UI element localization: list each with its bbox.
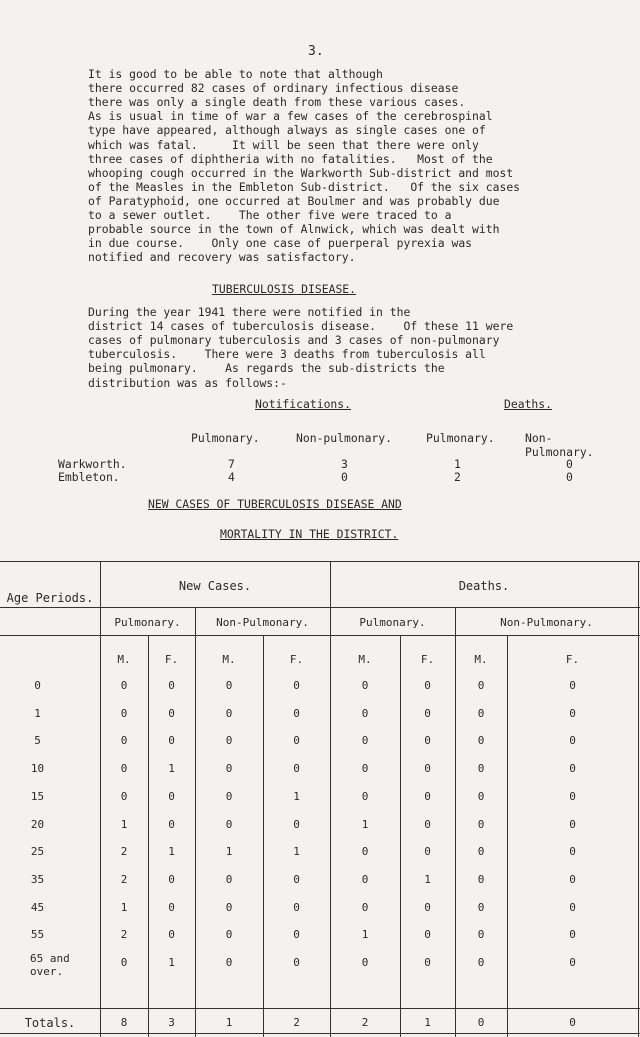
table-cell: 0	[424, 734, 431, 748]
table-cell: 0	[293, 956, 300, 969]
non-pulmonary-header: Non-Pulmonary.	[500, 616, 593, 629]
mortality-table	[0, 561, 640, 1037]
table-cell: 0	[477, 679, 485, 692]
table-rule	[638, 561, 639, 1037]
table-cell: 0	[168, 679, 175, 692]
age-period: 25	[30, 845, 45, 859]
table-rule	[0, 1033, 640, 1034]
table-cell: 0	[120, 679, 128, 692]
table-cell: 0	[168, 928, 175, 942]
pulmonary-header: Pulmonary.	[359, 616, 426, 629]
table-cell: 0	[225, 900, 233, 914]
sex-header: M.	[474, 653, 488, 666]
table-cell: 1	[293, 789, 300, 803]
table-cell: 0	[569, 734, 576, 748]
table-cell: 0	[225, 956, 233, 969]
total-cell: 1	[424, 1016, 431, 1029]
table-cell: 0	[477, 872, 485, 886]
table-cell: 0	[120, 762, 128, 776]
table-cell: 2	[120, 928, 128, 942]
age-period: 10	[30, 762, 45, 776]
table-cell: 0	[361, 734, 369, 748]
table-cell: 1	[293, 845, 300, 859]
sex-header: F.	[420, 653, 435, 666]
table-cell: 0	[120, 734, 128, 748]
paragraph-line: distribution was as follows:-	[88, 375, 287, 390]
age-period: 35	[30, 872, 45, 886]
new-cases-header: New Cases.	[178, 579, 252, 593]
table-cell: 0	[168, 734, 175, 748]
table-cell: 0	[424, 928, 431, 942]
table-cell: 0	[569, 956, 576, 969]
col-death-non: Non-	[525, 431, 553, 445]
table-cell: 0	[569, 845, 576, 859]
total-cell: 0	[569, 1016, 576, 1029]
paragraph-line: tuberculosis. There were 3 deaths from tuberculosis all	[88, 347, 486, 362]
paragraph-line: notified and recovery was satisfactory.	[88, 250, 356, 265]
paragraph-line: in due course. Only one case of puerperal pyrexia was	[88, 236, 473, 251]
table-rule	[263, 635, 264, 1037]
table-cell: 0	[225, 817, 233, 831]
table-rule	[0, 1008, 640, 1009]
paragraph-line: of Paratyphoid, one occurred at Boulmer and was probably due	[88, 193, 500, 208]
table-cell: 0	[477, 817, 485, 831]
table-cell: 0	[225, 762, 233, 776]
table-cell: 1	[168, 956, 175, 969]
deaths-header: Deaths.	[504, 397, 553, 411]
table-cell: 0	[569, 706, 576, 720]
table-cell: 0	[361, 706, 369, 720]
table-cell: 1	[424, 872, 431, 886]
row-cell: 3	[341, 457, 348, 471]
col-death-pulmonary: Pulmonary.	[426, 431, 495, 445]
sex-header: F.	[289, 653, 304, 666]
row-district: Warkworth.	[58, 457, 127, 471]
table-cell: 1	[168, 762, 175, 776]
table-cell: 1	[168, 845, 175, 859]
table-cell: 0	[569, 900, 576, 914]
table-cell: 0	[293, 872, 300, 886]
sex-header: F.	[164, 653, 179, 666]
paragraph-line: During the year 1941 there were notified in the	[88, 305, 411, 319]
paragraph-line: cases of pulmonary tuberculosis and 3 cases of non-pulmonary	[88, 333, 500, 348]
row-cell: 1	[454, 457, 461, 471]
age-period: 15	[30, 789, 45, 803]
table-cell: 2	[120, 845, 128, 859]
table-cell: 0	[293, 762, 300, 776]
table-cell: 0	[424, 706, 431, 720]
total-cell: 1	[225, 1016, 233, 1029]
table-cell: 1	[361, 817, 369, 831]
non-pulmonary-header: Non-Pulmonary.	[216, 616, 309, 629]
table-cell: 0	[293, 734, 300, 748]
table-cell: 0	[424, 679, 431, 692]
table-cell: 0	[225, 734, 233, 748]
table-cell: 0	[424, 762, 431, 776]
table-cell: 0	[569, 872, 576, 886]
paragraph-line: there occurred 82 cases of ordinary infectious disease	[88, 81, 459, 96]
table-cell: 0	[168, 900, 175, 914]
table-cell: 1	[225, 845, 233, 859]
table-rule	[148, 635, 149, 1037]
paragraph-line: being pulmonary. As regards the sub-districts the	[88, 361, 445, 376]
table-rule	[0, 607, 640, 608]
total-cell: 2	[361, 1016, 369, 1029]
paragraph-line: district 14 cases of tuberculosis disease. Of these 11 were	[88, 319, 514, 334]
row-cell: 4	[228, 470, 235, 484]
age-header: Age Periods.	[6, 591, 94, 605]
age-period: 45	[30, 900, 45, 914]
table-cell: 0	[225, 928, 233, 942]
table-cell: 0	[293, 928, 300, 942]
table-cell: 0	[361, 900, 369, 914]
table-cell: 0	[477, 706, 485, 720]
table-cell: 2	[120, 872, 128, 886]
deaths-header: Deaths.	[458, 579, 510, 593]
row-cell: 0	[341, 470, 348, 484]
paragraph-line: probable source in the town of Alnwick, which was dealt with	[88, 222, 500, 237]
table-cell: 0	[293, 679, 300, 692]
table-rule	[507, 635, 508, 1037]
table-cell: 0	[293, 817, 300, 831]
paragraph-line: type have appeared, although always as single cases one of	[88, 123, 486, 138]
table-cell: 0	[168, 706, 175, 720]
table-cell: 1	[120, 900, 128, 914]
table-rule	[0, 561, 640, 562]
row-district: Embleton.	[58, 470, 120, 484]
sex-header: M.	[358, 653, 372, 666]
paragraph-line: As is usual in time of war a few cases of the cerebrospinal	[88, 109, 493, 124]
table-cell: 0	[361, 679, 369, 692]
row-cell: 0	[566, 470, 573, 484]
table-cell: 0	[168, 872, 175, 886]
age-period: 65 and over.	[30, 952, 70, 978]
table-cell: 0	[361, 845, 369, 859]
paragraph-line: to a sewer outlet. The other five were traced to a	[88, 208, 452, 222]
sex-header: M.	[117, 653, 131, 666]
pulmonary-header: Pulmonary.	[114, 616, 181, 629]
paragraph-line: whooping cough occurred in the Warkworth Sub-district and most	[88, 165, 514, 180]
age-period: 0	[34, 679, 41, 692]
table-cell: 0	[120, 956, 128, 969]
table-cell: 0	[424, 789, 431, 803]
table-cell: 1	[361, 928, 369, 942]
table-cell: 0	[361, 956, 369, 969]
row-cell: 0	[566, 457, 573, 471]
table-cell: 0	[569, 928, 576, 942]
table-cell: 0	[424, 900, 431, 914]
col-non-pulmonary: Non-pulmonary.	[296, 431, 393, 445]
mortality-heading-2: MORTALITY IN THE DISTRICT.	[220, 527, 399, 541]
total-cell: 0	[477, 1016, 485, 1029]
table-cell: 0	[569, 817, 576, 831]
notifications-header: Notifications.	[255, 397, 352, 411]
sex-header: M.	[222, 653, 236, 666]
table-cell: 0	[361, 762, 369, 776]
total-cell: 8	[120, 1016, 128, 1029]
table-cell: 0	[477, 762, 485, 776]
table-cell: 0	[361, 872, 369, 886]
totals-label: Totals.	[24, 1016, 76, 1030]
table-cell: 0	[477, 845, 485, 859]
table-rule	[400, 635, 401, 1037]
age-period: 20	[30, 817, 45, 831]
table-cell: 0	[569, 789, 576, 803]
table-cell: 0	[225, 706, 233, 720]
table-cell: 0	[424, 817, 431, 831]
table-cell: 0	[293, 706, 300, 720]
row-cell: 2	[454, 470, 461, 484]
paragraph-line: It is good to be able to note that although	[88, 67, 383, 81]
table-cell: 0	[424, 956, 431, 969]
tuberculosis-heading: TUBERCULOSIS DISEASE.	[212, 282, 357, 296]
paragraph-line: of the Measles in the Embleton Sub-district. Of the six cases	[88, 179, 521, 194]
sex-header: F.	[565, 653, 580, 666]
table-cell: 0	[477, 734, 485, 748]
table-cell: 1	[120, 817, 128, 831]
table-cell: 0	[120, 789, 128, 803]
paragraph-line: three cases of diphtheria with no fatalities. Most of the	[88, 151, 493, 166]
table-cell: 0	[424, 845, 431, 859]
table-cell: 0	[477, 900, 485, 914]
table-cell: 0	[361, 789, 369, 803]
age-period: 55	[30, 928, 45, 942]
table-cell: 0	[120, 706, 128, 720]
table-cell: 0	[569, 762, 576, 776]
table-cell: 0	[477, 928, 485, 942]
table-cell: 0	[225, 872, 233, 886]
table-cell: 0	[168, 817, 175, 831]
age-period: 5	[34, 734, 41, 748]
table-rule	[0, 635, 640, 636]
table-cell: 0	[225, 789, 233, 803]
table-cell: 0	[569, 679, 576, 692]
row-cell: 7	[228, 457, 235, 471]
table-cell: 0	[293, 900, 300, 914]
table-cell: 0	[225, 679, 233, 692]
total-cell: 2	[293, 1016, 300, 1029]
total-cell: 3	[168, 1016, 175, 1029]
paragraph-line: which was fatal. It will be seen that there were only	[88, 137, 479, 152]
col-death-non-2: Pulmonary.	[525, 445, 594, 459]
mortality-heading-1: NEW CASES OF TUBERCULOSIS DISEASE AND	[148, 497, 402, 511]
paragraph-line: there was only a single death from these various cases.	[88, 95, 466, 110]
col-pulmonary: Pulmonary.	[191, 431, 260, 445]
table-cell: 0	[477, 789, 485, 803]
age-period: 1	[34, 706, 41, 720]
table-cell: 0	[168, 789, 175, 803]
page-number: 3.	[308, 44, 324, 59]
table-cell: 0	[477, 956, 485, 969]
